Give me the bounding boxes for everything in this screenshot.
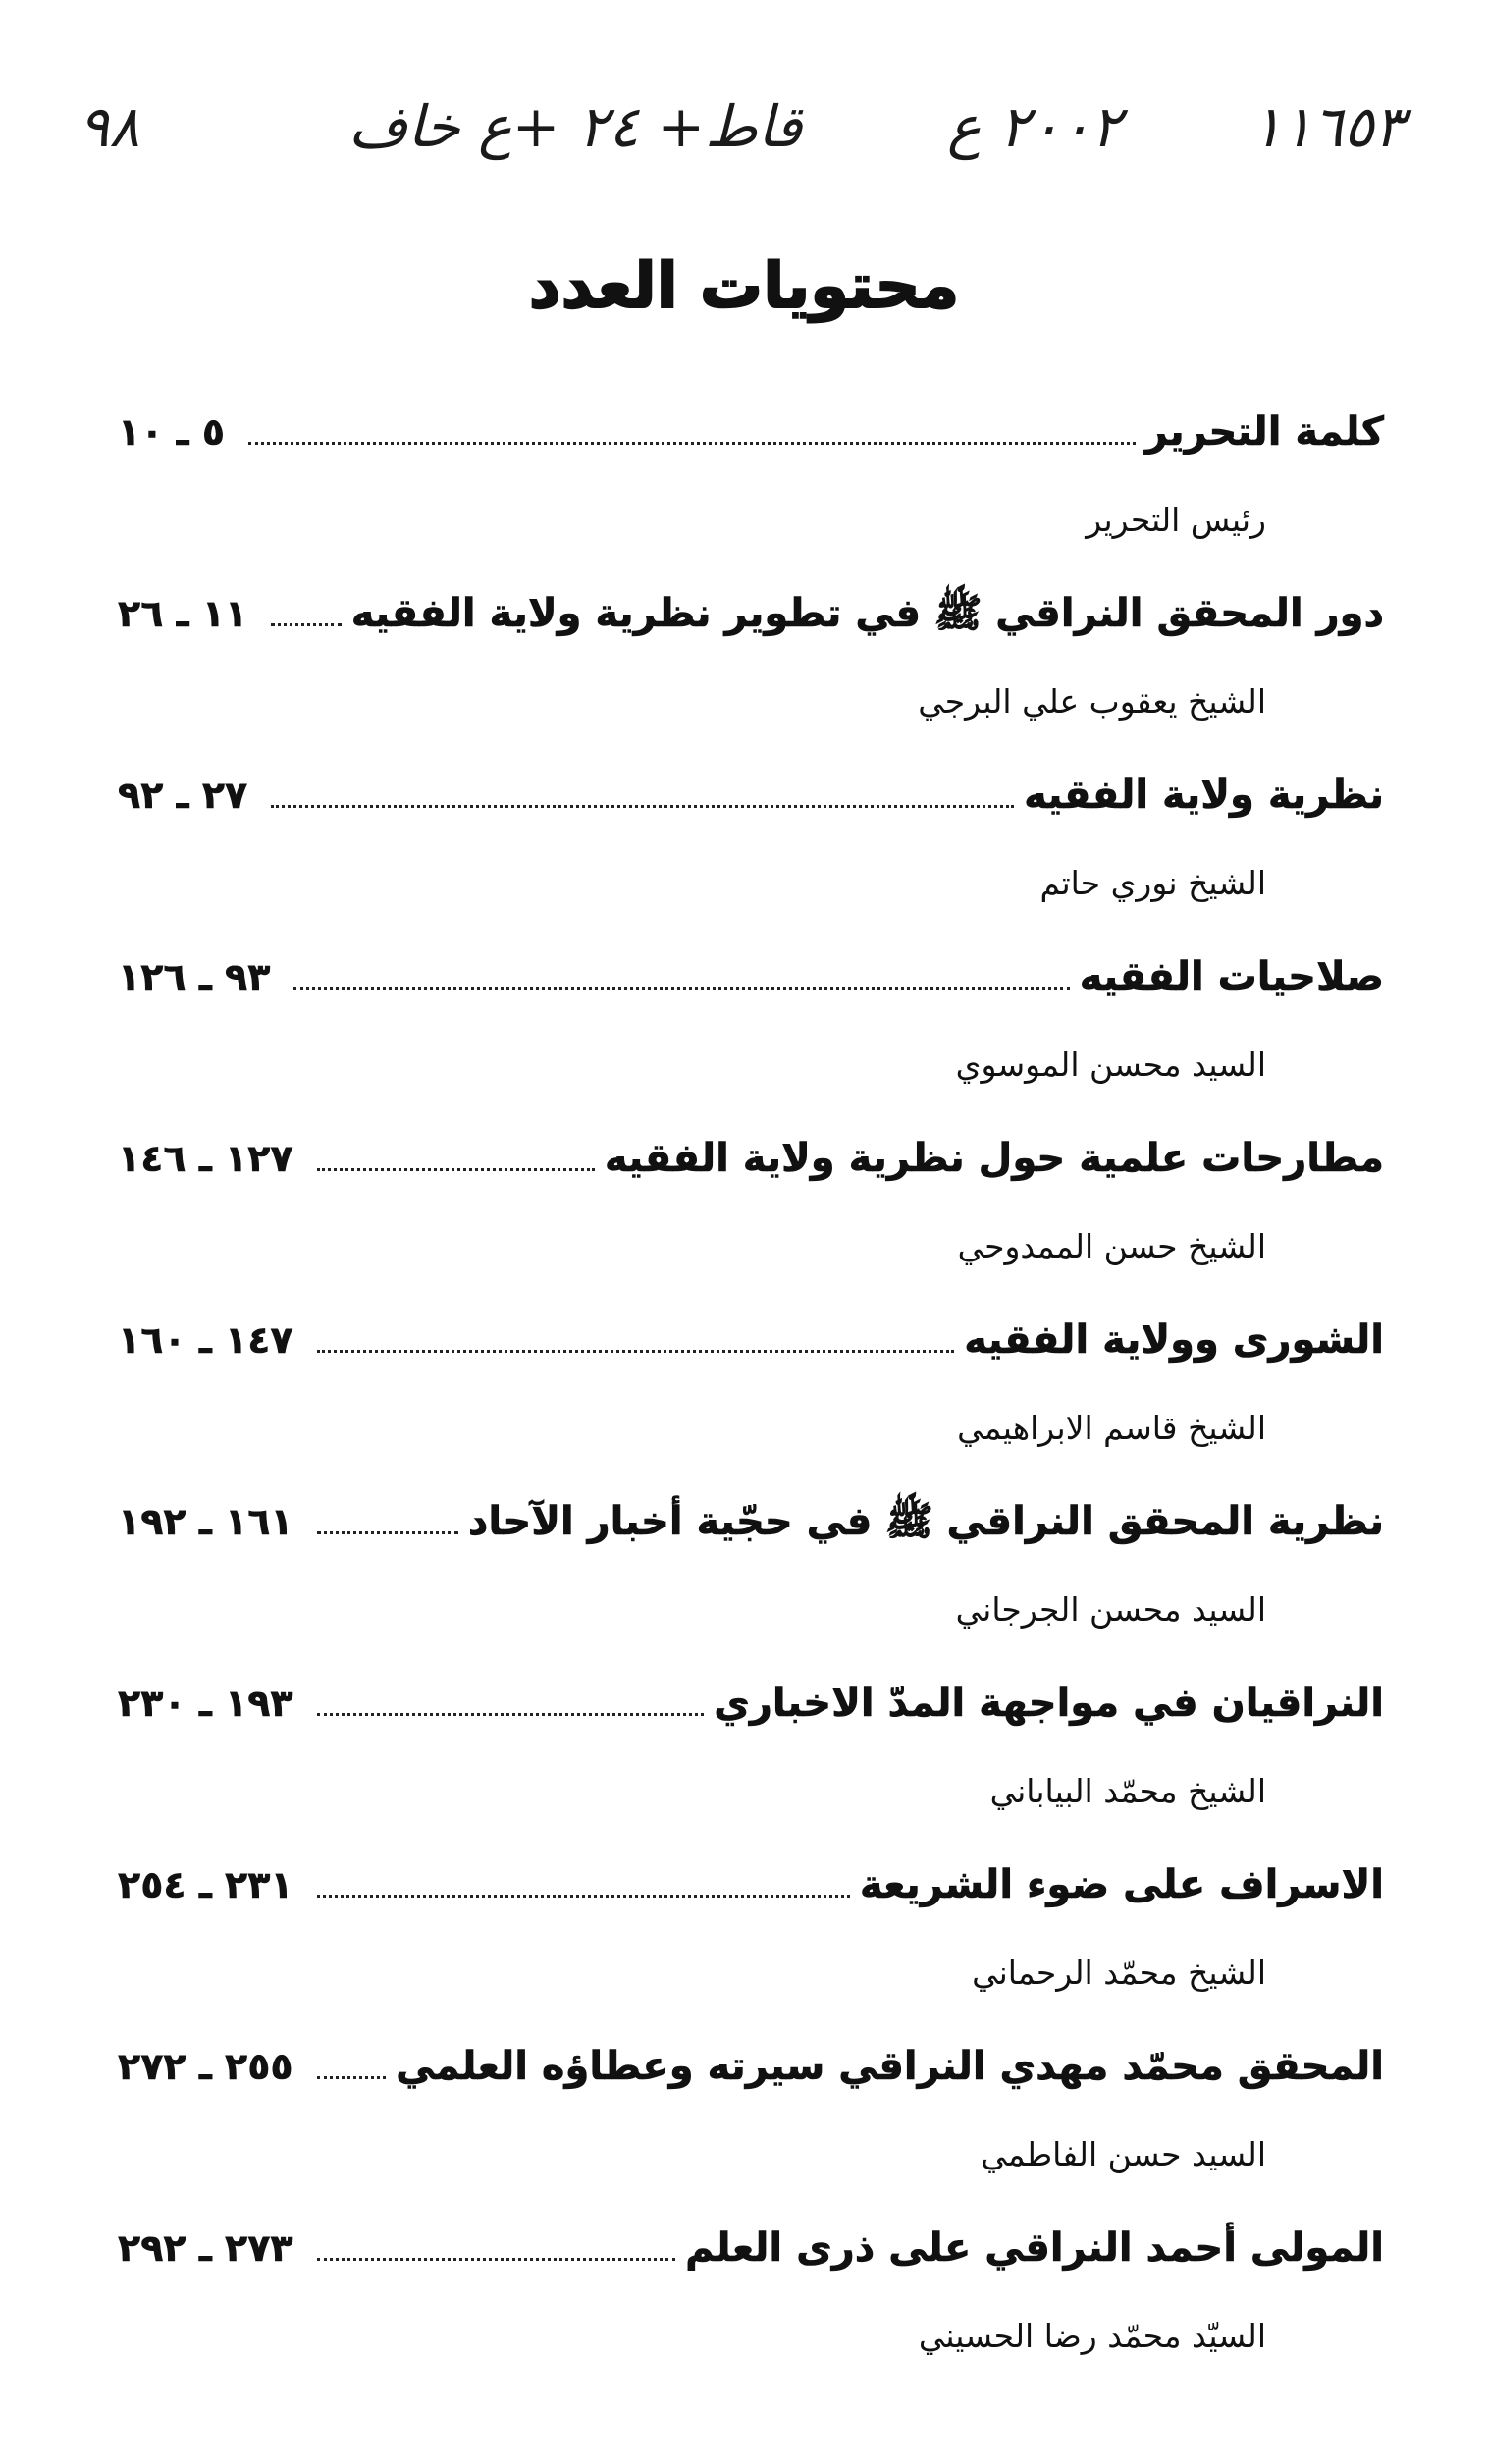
handwritten-note-code: قاط+ ٢٤ +ع خاف [348,93,803,160]
article-author: رئيس التحرير [1086,501,1266,539]
toc-entry-line [118,1659,1384,1747]
toc-entry-line [118,388,1384,476]
article-title: المولى أحمد النراقي على ذرى العلم [685,2225,1384,2271]
dot-leader [317,1712,705,1716]
article-author: الشيخ يعقوب علي البرجي [918,682,1266,721]
page-title: محتويات العدد [528,249,960,323]
article-author: السيد محسن الموسوي [955,1045,1266,1084]
toc-entry-line [118,1296,1384,1384]
toc-entry [118,2022,1384,2204]
table-of-contents [118,388,1384,2385]
article-title: كلمة التحرير [1144,409,1384,455]
toc-entry [118,751,1384,933]
article-title: الاسراف على ضوء الشريعة [859,1862,1384,1907]
article-title: النراقيان في مواجهة المدّ الاخباري [714,1681,1384,1726]
page-range: ٢٣١ ـ ٢٥٤ [118,1863,293,1906]
toc-entry-line [118,1477,1384,1566]
dot-leader [271,804,1014,808]
dot-leader [317,1530,458,1534]
dot-leader [317,1894,850,1898]
handwritten-note-number: ١١٦٥٣ [1251,93,1405,160]
dot-leader [317,1167,595,1171]
article-author: السيد حسن الفاطمي [981,2135,1266,2173]
page-range: ٢٧٣ ـ ٢٩٢ [118,2226,293,2270]
toc-entry [118,569,1384,751]
toc-entry-line [118,933,1384,1021]
dot-leader [248,441,1136,445]
toc-entry [118,1296,1384,1477]
toc-entry-line [118,1841,1384,1929]
toc-entry [118,2204,1384,2385]
article-title: نظرية ولاية الفقيه [1024,773,1384,818]
page-range: ٥ ـ ١٠ [118,410,226,454]
article-author: السيّد محمّد رضا الحسيني [918,2317,1266,2355]
page-range: ١٤٧ ـ ١٦٠ [118,1318,293,1362]
handwritten-note-page: ٩٨ [79,93,140,160]
article-author: الشيخ محمّد الرحماني [972,1954,1266,1992]
toc-entry [118,933,1384,1114]
article-title: صلاحيات الفقيه [1079,954,1384,999]
article-title: الشورى وولاية الفقيه [964,1317,1384,1363]
dot-leader [317,2257,676,2261]
handwritten-note-year: ٢٠٠٢ ع [947,93,1122,160]
page-range: ١٢٧ ـ ١٤٦ [118,1137,293,1180]
article-author: الشيخ قاسم الابراهيمي [957,1409,1266,1447]
toc-entry [118,1841,1384,2022]
dot-leader [293,986,1069,990]
article-author: الشيخ نوري حاتم [1039,864,1266,902]
handwritten-notes [0,93,1488,201]
toc-entry-line [118,1114,1384,1203]
article-author: الشيخ محمّد البياباني [989,1772,1266,1810]
dot-leader [317,2075,386,2079]
page-range: ٢٥٥ ـ ٢٧٢ [118,2045,293,2088]
toc-entry [118,388,1384,569]
article-title: نظرية المحقق النراقي ﷺ في حجّية أخبار الآحاد [467,1499,1384,1544]
dot-leader [271,622,342,626]
article-author: السيد محسن الجرجاني [955,1590,1266,1629]
page-range: ١٩٣ ـ ٢٣٠ [118,1682,293,1725]
toc-entry [118,1477,1384,1659]
toc-entry [118,1114,1384,1296]
toc-entry-line [118,2204,1384,2292]
page-range: ١٦١ ـ ١٩٢ [118,1500,293,1543]
toc-entry [118,1659,1384,1841]
toc-entry-line [118,2022,1384,2111]
article-title: دور المحقق النراقي ﷺ في تطوير نظرية ولاية الفقيه [350,591,1384,636]
page-range: ٢٧ ـ ٩٢ [118,774,248,817]
page-range: ٩٣ ـ ١٢٦ [118,955,271,998]
article-author: الشيخ حسن الممدوحي [957,1227,1266,1265]
article-title: المحقق محمّد مهدي النراقي سيرته وعطاؤه العلمي [396,2044,1384,2089]
toc-entry-line [118,569,1384,658]
toc-entry-line [118,751,1384,839]
article-title: مطارحات علمية حول نظرية ولاية الفقيه [604,1136,1384,1181]
dot-leader [317,1349,955,1353]
page-range: ١١ ـ ٢٦ [118,592,248,635]
